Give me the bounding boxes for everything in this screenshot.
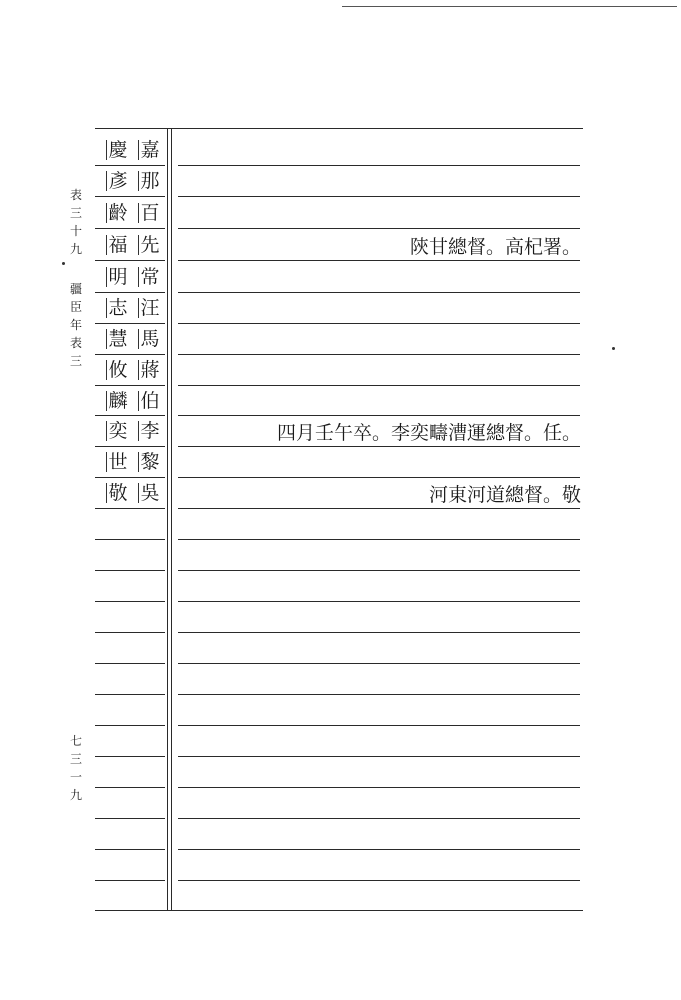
- family-name: 常: [140, 266, 160, 288]
- margin-char: 三: [69, 354, 82, 368]
- row-rule-entries: [178, 446, 580, 447]
- row-rule-entries: [178, 632, 580, 633]
- entry-row-4: [396, 230, 581, 260]
- page-number-char: 九: [69, 788, 82, 802]
- margin-char: 十: [69, 224, 82, 238]
- stray-dot: [612, 347, 615, 350]
- row-rule-names: [95, 694, 165, 695]
- name-cell-2: [95, 166, 175, 196]
- given-name: 慧: [108, 328, 128, 350]
- name-cell-4: [95, 230, 175, 260]
- top-edge-line: [342, 6, 677, 7]
- row-rule-entries: [178, 663, 580, 664]
- family-name: 馬: [140, 328, 160, 350]
- entry-text: 河東河道總督。敬: [428, 483, 581, 506]
- given-name: 彥: [108, 170, 128, 192]
- name-cell-9: [95, 386, 175, 416]
- row-rule-entries: [178, 539, 580, 540]
- margin-char: 三: [69, 206, 82, 220]
- page-number-char: 七: [69, 734, 82, 748]
- row-rule-entries: [178, 818, 580, 819]
- row-rule-names: [95, 818, 165, 819]
- given-name: 奕: [108, 420, 128, 442]
- family-name: 伯: [140, 390, 160, 412]
- family-name: 那: [140, 170, 160, 192]
- name-cell-12: [95, 478, 175, 508]
- row-rule-entries: [178, 880, 580, 881]
- row-rule-names: [95, 849, 165, 850]
- family-name: 汪: [140, 297, 160, 319]
- name-cell-6: [95, 293, 175, 323]
- row-rule-names: [95, 756, 165, 757]
- name-cell-8: [95, 355, 175, 385]
- given-name: 麟: [108, 390, 128, 412]
- name-cell-10: [95, 416, 175, 446]
- row-rule-entries: [178, 849, 580, 850]
- given-name: 世: [108, 451, 128, 473]
- row-rule-names: [95, 508, 165, 509]
- margin-char: 表: [69, 336, 82, 350]
- margin-char: 表: [69, 188, 82, 202]
- row-rule-entries: [178, 508, 580, 509]
- entry-text: 陝甘總督。高杞署。: [409, 235, 581, 258]
- row-rule-names: [95, 539, 165, 540]
- family-name: 蔣: [140, 359, 160, 381]
- page-number-char: 一: [69, 770, 82, 784]
- family-name: 百: [140, 202, 160, 224]
- row-rule-names: [95, 632, 165, 633]
- margin-char: 年: [69, 318, 82, 332]
- row-rule-entries: [178, 196, 580, 197]
- row-rule-entries: [178, 570, 580, 571]
- row-rule-names: [95, 880, 165, 881]
- row-rule-entries: [178, 165, 580, 166]
- row-rule-names: [95, 196, 165, 197]
- row-rule-entries: [178, 725, 580, 726]
- given-name: 慶: [108, 139, 128, 161]
- row-rule-entries: [178, 292, 580, 293]
- row-rule-entries: [178, 601, 580, 602]
- entry-row-10: [263, 416, 581, 446]
- row-rule-entries: [178, 260, 580, 261]
- row-rule-entries: [178, 694, 580, 695]
- given-name: 齡: [108, 202, 128, 224]
- given-name: 福: [108, 234, 128, 256]
- row-rule-entries: [178, 323, 580, 324]
- family-name: 吳: [140, 482, 160, 504]
- row-rule-names: [95, 260, 165, 261]
- row-rule-names: [95, 601, 165, 602]
- row-rule-names: [95, 787, 165, 788]
- row-rule-entries: [178, 787, 580, 788]
- margin-char: 臣: [69, 300, 82, 314]
- margin-dot: [62, 262, 65, 265]
- row-rule-entries: [178, 354, 580, 355]
- row-rule-names: [95, 570, 165, 571]
- margin-header: [68, 186, 84, 370]
- page-number-char: 三: [69, 752, 82, 766]
- name-cell-3: [95, 198, 175, 228]
- row-rule-entries: [178, 756, 580, 757]
- row-rule: [95, 128, 583, 129]
- name-cell-5: [95, 262, 175, 292]
- row-rule-names: [95, 725, 165, 726]
- given-name: 攸: [108, 359, 128, 381]
- row-rule-entries: [178, 228, 580, 229]
- family-name: 黎: [140, 451, 160, 473]
- row-rule: [95, 910, 583, 911]
- row-rule-names: [95, 663, 165, 664]
- margin-char: 疆: [69, 282, 82, 296]
- name-cell-11: [95, 447, 175, 477]
- row-rule-entries: [178, 385, 580, 386]
- family-name: 嘉: [140, 139, 160, 161]
- entry-row-12: [415, 478, 581, 508]
- family-name: 李: [140, 420, 160, 442]
- margin-char: 九: [69, 242, 82, 256]
- given-name: 敬: [108, 482, 128, 504]
- name-cell-7: [95, 324, 175, 354]
- given-name: 明: [108, 266, 128, 288]
- row-rule-names: [95, 228, 165, 229]
- entry-text: 四月壬午卒。李奕疇漕運總督。任。: [276, 421, 581, 444]
- page-number: [68, 732, 84, 804]
- name-cell-1: [95, 135, 175, 165]
- family-name: 先: [140, 234, 160, 256]
- given-name: 志: [108, 297, 128, 319]
